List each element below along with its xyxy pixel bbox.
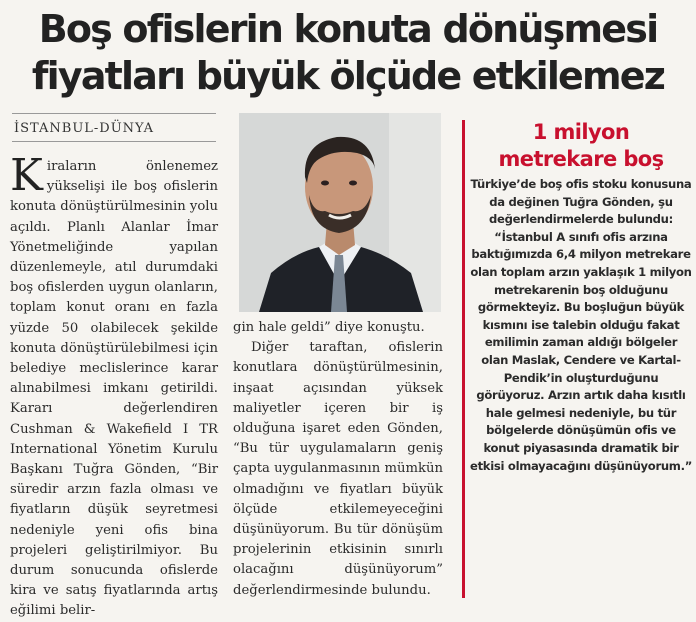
portrait-photo xyxy=(239,113,441,312)
article-column-1 xyxy=(10,150,219,622)
column-2-paragraph-2: Diğer taraftan, ofislerin konutlara dönüştürülmesinin, inşaat açısından yüksek maliyetler içeren bir iş olduğuna işaret eden Gönden, “Bu tür uygulamaların geniş çapta uygulanmasının mümkün olmadığını ve fiyatları büyük ölçüde etkilemeyeceğini düşünüyorum. Bu tür dönüşüm projelerinin etkisinin sınırlı olacağını düşünüyorum” değerlendirmesinde bulundu. xyxy=(233,340,443,598)
portrait-illustration xyxy=(239,113,441,312)
dateline: İSTANBUL-DÜNYA xyxy=(14,121,155,136)
sidebar-text: Türkiye’de boş ofis stoku konusuna da değinen Tuğra Gönden, şu değerlendirmelerde bulundu: “İstanbul A sınıfı ofis arzına baktığımızda 6,4 milyon metrekare olan toplam arzın yaklaşık 1 milyon metrekarenin boş olduğunu görmekteyiz. Bu boşluğun büyük kısmını ise talebin olduğu fakat emilimin zaman aldığı bölgeler olan Maslak, Cendere ve Kartal-Pendik’in oluşturduğunu görüyoruz. Arzın artık daha kısıtlı hale gelmesi nedeniyle, bu tür bölgelerde dönüşümün ofis ve konut piyasasında dramatik bir etkisi olmayacağını düşünüyorum.” xyxy=(470,177,693,473)
sidebar-title-line-1: 1 milyon xyxy=(532,120,630,144)
drop-cap: K xyxy=(10,150,43,201)
dateline-rule-bottom xyxy=(12,141,216,142)
column-1-text: iraların önlenemez yükselişi ile boş ofislerin konuta dönüştürülmesinin yolu açıldı. Planlı Alanlar İmar Yönetmeliğinde yapılan düzenlemeyle, atıl durumdaki boş ofislerden uygun olanların, toplam konut oranı en fazla yüzde 50 olabilecek şekilde konuta dönüştürülebilmesi için belediye meclislerince karar alınabilmesi imkanı getirildi. Kararı değerlendiren Cushman & Wakefield I TR International Yönetim Kurulu Başkanı Tuğra Gönden, “Bir süredir arzın fazla olması ve fiyatların düşük seyretmesi nedeniyle yeni ofis bina projeleri geliştirilmiyor. Bu durum sonucunda ofislerde kira ve satış fiyatlarında artış eğilimi belir- xyxy=(10,159,219,619)
article-paragraph xyxy=(10,150,219,622)
article-column-2 xyxy=(233,318,443,601)
dateline-rule-top xyxy=(12,113,216,114)
column-2-paragraph-1: gin hale geldi” diye konuştu. xyxy=(233,320,425,335)
sidebar-title xyxy=(470,119,692,173)
headline-line-1: Boş ofislerin konuta dönüşmesi xyxy=(38,7,658,51)
sidebar-title-line-2: metrekare boş xyxy=(498,147,664,171)
headline-line-2: fiyatları büyük ölçüde etkilemez xyxy=(31,54,665,98)
headline xyxy=(0,6,696,100)
sidebar-accent-bar xyxy=(462,120,465,598)
